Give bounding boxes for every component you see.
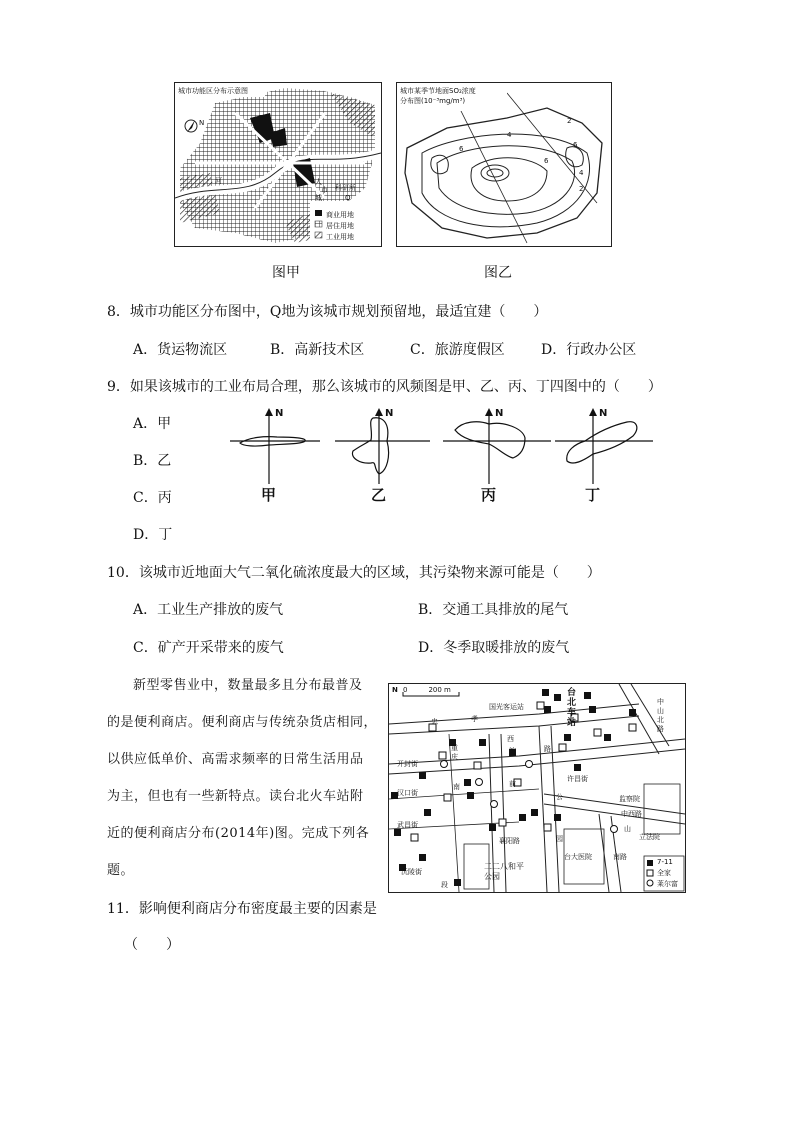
north-label: N: [385, 408, 394, 419]
q10-option-a: A．工业生产排放的废气: [133, 602, 284, 618]
label-gong: 公: [556, 793, 563, 801]
contour-label: 6: [544, 157, 549, 165]
north-label: N: [392, 686, 398, 694]
legend-industrial: 工业用地: [326, 233, 354, 241]
street-map-drawing: [389, 684, 685, 892]
label-yuanling: 沅陵街: [401, 868, 422, 876]
label-wuchang: 武昌街: [397, 821, 418, 829]
north-label: N: [275, 408, 284, 419]
wind-rose-bing: [443, 406, 543, 506]
wind-rose-yi: [335, 406, 435, 506]
reading-passage: [107, 667, 377, 889]
figure-yi-so2-map: [396, 82, 612, 247]
label-zhongshan-north: 中山北路: [657, 698, 664, 733]
label-yuan: 园: [556, 835, 563, 843]
q9-option-d: D．丁: [133, 527, 173, 543]
label-lifayuan: 立法院: [639, 833, 660, 841]
label-zhong: 忠: [431, 718, 438, 726]
scale-label: 0 200 m: [403, 686, 451, 694]
label-cheng: 城: [315, 194, 322, 202]
passage-line: 近的便利商店分布(2014年)图。完成下列各: [107, 826, 370, 841]
rose-label-bing: 丙: [481, 486, 497, 504]
label-xiao: 孝: [471, 715, 478, 723]
legend-familymart: 全家: [657, 869, 671, 877]
q10-option-d: D．冬季取暖排放的废气: [418, 640, 570, 656]
contour-label: 2: [579, 185, 584, 193]
label-jianchayuan: 监察院: [619, 795, 640, 803]
contour-label: 4: [507, 131, 512, 139]
legend-hilife: 莱尔富: [657, 880, 678, 888]
passage-line: 的是便利商店。便利商店与传统杂货店相同，: [107, 715, 378, 730]
caption-yi: 图乙: [484, 265, 512, 281]
label-taida: 台大医院: [564, 853, 592, 861]
q8-option-d: D．行政办公区: [541, 342, 637, 358]
north-label: N: [199, 119, 205, 127]
question-11-stem: 11．影响便利商店分布密度最主要的因素是: [107, 901, 377, 917]
question-9-stem: 9．如果该城市的工业布局合理，那么该城市的风频图是甲、乙、丙、丁四图中的（ ）: [107, 379, 662, 395]
so2-contour-drawing: [397, 83, 611, 246]
contour-4: [437, 146, 575, 215]
caption-jia: 图甲: [272, 265, 300, 281]
passage-line: 新型零售业中，数量最多且分布最普及: [133, 678, 363, 693]
q8-option-b: B．高新技术区: [270, 342, 365, 358]
label-hankou: 汉口街: [397, 789, 418, 797]
label-taibei-station: 台北车站: [567, 688, 577, 728]
label-xi: 西: [507, 735, 514, 743]
contour-label: 2: [567, 117, 572, 125]
q9-option-b: B．乙: [133, 453, 172, 469]
label-nan: 南: [453, 783, 460, 791]
label-guan: 馆: [509, 747, 516, 755]
figure-yi-title-line2: 分布图(10⁻³mg/m³): [400, 97, 466, 105]
label-keyan: 科研所: [335, 184, 356, 192]
passage-line: 为主，但也有一些新特点。读台北火车站附: [107, 789, 364, 804]
contour-label: 4: [579, 169, 584, 177]
contour-6: [471, 158, 547, 201]
contour-label: 6: [459, 145, 464, 153]
figure-jia-city-function-map: [174, 82, 382, 247]
contour-2: [422, 134, 590, 227]
wind-rose-jia: [225, 406, 325, 506]
rose-label-ding: 丁: [585, 486, 601, 504]
label-he: 河: [215, 177, 222, 185]
q10-option-b: B．交通工具排放的尾气: [418, 602, 569, 618]
q9-option-c: C．丙: [133, 490, 172, 506]
legend-commercial: 商业用地: [326, 211, 354, 219]
label-shi: 市: [321, 186, 328, 194]
label-duan: 段: [441, 881, 448, 889]
label-qian: 前: [509, 780, 516, 788]
legend-7-11: 7-11: [657, 858, 673, 866]
rose-label-yi: 乙: [371, 486, 387, 504]
legend-residential: 居住用地: [326, 222, 354, 230]
taipei-convenience-store-map: [388, 683, 686, 893]
north-label: N: [599, 408, 608, 419]
rose-label-jia: 甲: [261, 486, 277, 504]
figure-jia-title: 城市功能区分布示意图: [178, 87, 248, 95]
q8-option-a: A．货运物流区: [133, 342, 228, 358]
label-shan: 山: [624, 825, 631, 833]
label-Q: Q: [345, 194, 351, 202]
wind-rose-ding: [555, 406, 655, 506]
north-label: N: [495, 408, 504, 419]
label-kaifeng: 开封街: [397, 760, 418, 768]
label-ren: 人: [315, 178, 322, 186]
q10-option-c: C．矿产开采带来的废气: [133, 640, 284, 656]
question-10-stem: 10．该城市近地面大气二氧化硫浓度最大的区域，其污染物来源可能是（ ）: [107, 565, 601, 581]
label-chongqing: 重庆: [451, 744, 458, 761]
passage-line: 以供应低单价、高需求频率的日常生活用品: [107, 752, 364, 767]
label-xiangyang: 襄阳路: [499, 837, 520, 845]
figure-yi-title-line1: 城市某季节地面SO₂浓度: [400, 87, 476, 95]
label-park: 二二八和平公园: [484, 862, 524, 881]
question-8-stem: 8．城市功能区分布图中，Q地为该城市规划预留地，最适宜建（ ）: [107, 304, 548, 320]
passage-line: 题。: [107, 863, 135, 878]
label-nanlu: 南路: [613, 853, 627, 861]
q9-option-a: A．甲: [133, 416, 172, 432]
contour-label: 6: [573, 141, 578, 149]
q8-option-c: C．旅游度假区: [410, 342, 505, 358]
label-xuchang: 许昌街: [567, 775, 588, 783]
label-lu: 路: [544, 745, 551, 753]
label-guoguang: 国光客运站: [489, 703, 524, 711]
label-zhonghua-west: 中西路: [621, 810, 642, 818]
question-11-blank: （ ）: [124, 937, 180, 953]
